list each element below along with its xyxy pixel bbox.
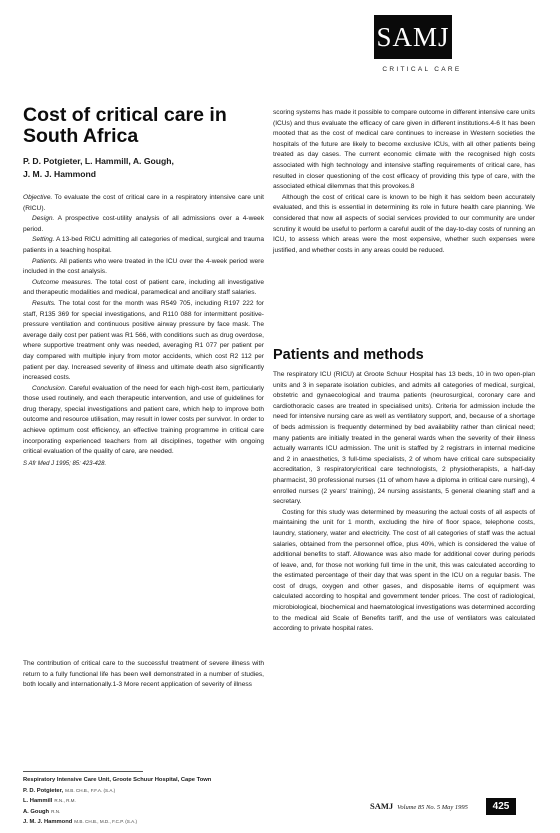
citation: S Afr Med J 1995; 85: 423-428. xyxy=(23,460,107,467)
affiliation-line xyxy=(23,807,263,818)
affiliation-name: P. D. Potgieter, xyxy=(23,787,64,794)
abstract-text: Careful evaluation of the need for each high-cost item, particularly those used routinely, and each therapeutic intervention, and use of guidelines for drug therapy, special investigations and patient care, which help to improve both outcome and resource utilisation, may result in lower costs per survivor. In order to achieve optimum cost efficiency, an effective training programme in critical care incorporating experienced teachers from all disciplines, together with ongoing critical evaluation of the quality of care, are needed. xyxy=(23,384,264,456)
authors-line: J. M. J. Hammond xyxy=(23,169,97,179)
abstract-text: All patients who were treated in the ICU over the 4-week period were included in the cost analysis. xyxy=(23,257,264,276)
abstract-text: The total cost of patient care, including all investigative and therapeutic modalities and medical, paramedical and ancillary staff salaries. xyxy=(23,278,264,297)
authors-line: P. D. Potgieter, L. Hammill, A. Gough, xyxy=(23,156,174,166)
abstract-paragraph xyxy=(23,235,264,256)
affiliation-name: L. Hammill xyxy=(23,798,53,804)
body-paragraph: Costing for this study was determined by measuring the actual costs of all aspects of maintaining the unit for 1 month, excluding the hire of floor space, telephone costs, laundry, stationery, water and electricity. The cost of all categories of staff was the actual salaries, obtained from the personnel office, plus 40%, which is considered the value of additional benefits to staff. Allowance was also made for additional cover during periods of leave, and, for those not working full time in the unit, this was calculated according to the estimated percentage of their day that was spent in the ICU on a regular basis. The cost of drugs, oxygen and other gases, and disposable items of equipment was calculated according to hospital and government tender prices. The cost of radiological, microbiological, biochemical and haematological investigations was determined according to the medical aid Scale of Benefits tariff, and the use of ventilators was calculated according to private hospital rates. xyxy=(273,508,535,633)
affiliation-quals: M.B. CH.B., M.D., F.C.P. (S.A.) xyxy=(74,819,137,824)
abstract-text: The total cost for the month was R549 705, including R197 222 for staff, R135 369 for special investigations, and R110 088 for intermittent positive-pressure ventilation and continuous positive airway pressure by face mask. The average daily cost per patient was R1 566, with conditions such as drug overdose, where supportive treatment only was needed, averaging R1 077 per patient per day compared with multiple injury from motor accidents, which cost R2 112 per patient per day. Increased severity of illness and ultimate death also significantly increased costs. xyxy=(23,299,264,382)
affiliation-line xyxy=(23,786,263,797)
abstract-heading: Setting. xyxy=(32,236,55,244)
abstract-heading: Conclusion. xyxy=(32,384,67,392)
footer-issue: Volume 85 No. 5 May 1995 xyxy=(397,804,468,811)
abstract-heading: Patients. xyxy=(32,257,58,265)
abstract xyxy=(23,193,264,469)
introduction-continued xyxy=(273,108,535,256)
footer-journal: SAMJ xyxy=(370,801,394,811)
abstract-paragraph xyxy=(23,299,264,384)
section-heading: Patients and methods xyxy=(273,347,424,363)
affiliation-quals: R.N., R.M. xyxy=(54,798,76,803)
affiliation-quals: R.N. xyxy=(51,808,61,814)
abstract-paragraph xyxy=(23,214,264,235)
body-paragraph: The respiratory ICU (RICU) at Groote Schuur Hospital has 13 beds, 10 in two open-plan units and 3 in separate isolation cubicles, and admits all categories of medical, surgical, obstetric and gynaecological and trauma patients (neurosurgical, coronary care and cardiothoracic cases are treated in specialised units). Criteria for admission include the need for intensive nursing care as well as ventilatory support, and, because of a shortage of beds admission is frequently determined by bed availability rather than clinical need; many patients are initially treated in the general wards when the severity of their illness actually warrants ICU admission. The unit is staffed by 2 registrars in internal medicine and 2 in anaesthetics, 3 full-time specialists, 2 of whom have critical care subspeciality accreditation, 3 respiratory/critical care technologists, 2 physiotherapists, a half-day pharmacist, 30 professional nurses (11 of whom have a diploma in critical care nursing), 4 enrolled nurses (2 years' training), 24 nursing assistants, 5 general cleaning staff and a secretary. xyxy=(273,371,535,506)
affiliation-line xyxy=(23,796,263,807)
affiliation-quals: M.B. CH.B., F.F.A. (S.A.) xyxy=(65,787,116,793)
section-label: CRITICAL CARE xyxy=(382,66,462,73)
body-paragraph: scoring systems has made it possible to compare outcome in different intensive care units (ICUs) and thus evaluate the efficacy of care given in different institutions.4-6 It has been mooted that as the cost of medical care continues to increase in Western societies the hospitals of the future are likely to become exclusive ICUs, with all other patients being treated as day cases. The current economic climate with the recognised high costs associated with high technology and intensive staffing requirements of critical care, has resulted in closer questioning of the cost efficacy of providing this type of care, with the associated ethical dilemmas that this provokes.8 xyxy=(273,109,535,191)
abstract-paragraph xyxy=(23,257,264,278)
methods-section xyxy=(273,370,535,635)
affiliation-line xyxy=(23,817,263,828)
abstract-text: A prospective cost-utility analysis of all admissions over a 4-week period. xyxy=(23,215,264,233)
abstract-text: A 13-bed RICU admitting all categories of medical, surgical and trauma patients in a teaching hospital. xyxy=(23,236,264,254)
affiliation-divider xyxy=(23,771,143,772)
abstract-paragraph xyxy=(23,384,264,458)
affiliation-name: Respiratory Intensive Care Unit, Groote Schuur Hospital, Cape Town xyxy=(23,777,212,783)
page-number: 425 xyxy=(486,798,516,815)
abstract-text: To evaluate the cost of critical care in a respiratory intensive care unit (RICU). xyxy=(23,194,264,212)
article-title: Cost of critical care in South Africa xyxy=(23,104,227,147)
introduction xyxy=(23,659,264,691)
affiliations xyxy=(23,775,263,828)
abstract-heading: Results. xyxy=(32,299,56,307)
affiliation-line xyxy=(23,775,263,786)
page-footer xyxy=(370,800,468,813)
abstract-heading: Design. xyxy=(32,215,55,223)
abstract-heading: Outcome measures. xyxy=(32,278,93,286)
abstract-heading: Objective. xyxy=(23,194,53,201)
abstract-paragraph xyxy=(23,278,264,299)
abstract-paragraph xyxy=(23,193,264,214)
body-paragraph: Although the cost of critical care is known to be high it has seldom been accurately evaluated, and this is essential in determining its role in future health care planning. We considered that now all aspects of social services provided to our community are under scrutiny it would be useful to perform a careful audit of the day-to-day costs of running an ICU, to assess which areas were the most expensive, whether such expenses were justified, and whether costs in any areas could be reduced. xyxy=(273,193,535,254)
affiliation-name: A. Gough xyxy=(23,808,50,815)
author-list xyxy=(23,155,263,181)
intro-paragraph: The contribution of critical care to the successful treatment of severe illness with return to a fully functional life has been well demonstrated in a number of studies, both locally and internationally.1-3 More recent application of severity of illness xyxy=(23,660,264,689)
journal-logo: SAMJ xyxy=(374,15,452,59)
affiliation-name: J. M. J. Hammond xyxy=(23,819,73,825)
